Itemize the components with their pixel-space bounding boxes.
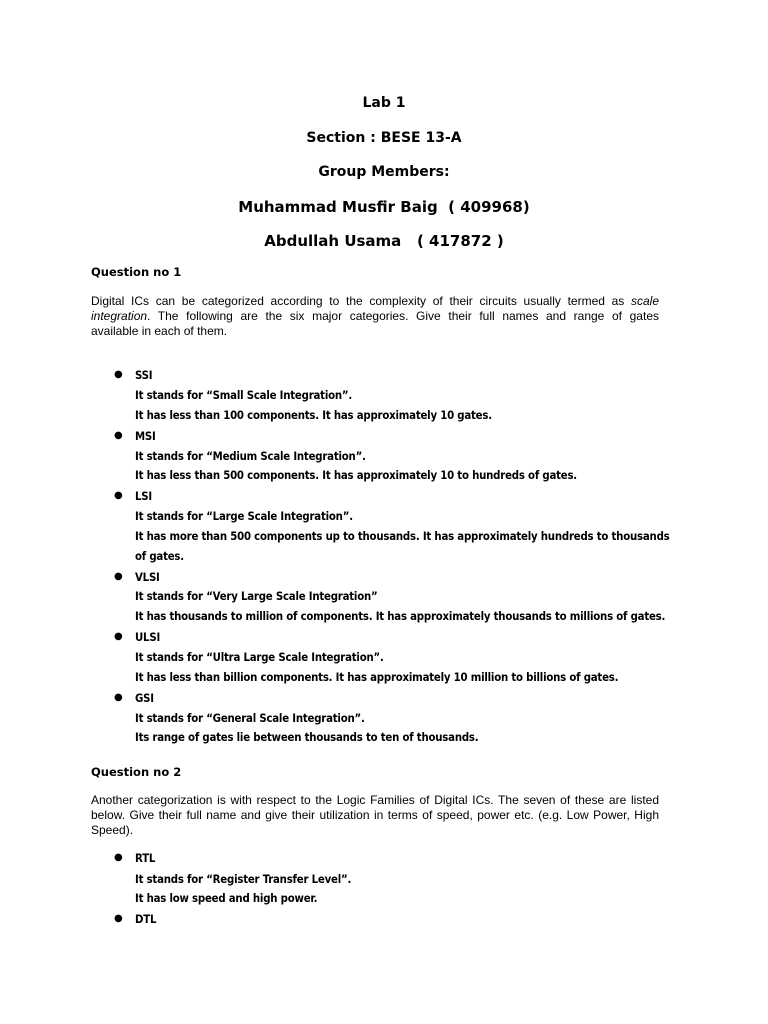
question-1-paragraph [91,294,659,339]
list-item-detail: Its range of gates lie between thousands to ten of thousands. [135,731,479,744]
list-item-abbr: LSI [135,490,152,503]
section-line: Section : BESE 13-A [306,130,462,146]
document-page: Lab 1 Section : BESE 13-A Group Members: Muhammad Musfir Baig ( 409968) Abdullah Usama ( 417872 ) Question no 1 Digital ICs can be categorized according to the complexity of their circuits usually termed as scale integration. The following are the six major categories. Give their full names and range of gates available in each of them. ● SSI It stands for “Small Scale Integration”. It has less than 100 components. It has approximately 10 gates. ● MSI It stands for “Medium Scale Integration”. It has less than 500 components. It has approximately 10 to hundreds of gates. ● LSI It stands for “Large Scale Integration”. It has more than 500 components up to thousands. It has approximately hundreds to thousands of gates. ● VLSI It stands for “Very Large Scale Integration” It has thousands to million of components. It has approximately thousands to millions of gates. ● ULSI It stands for “Ultra Large Scale Integration”. It has less than billion components. It has approximately 10 million to billions of gates. ● GSI It stands for “General Scale Integration”. Its range of gates lie between thousands to ten of thousands. Question no 2 Another categorization is with respect to the Logic Families of Digital ICs. The seven of these are listed below. Give their full name and give their utilization in terms of speed, power etc. (e.g. Low Power, High Speed). ● RTL It stands for “Register Transfer Level”. It has low speed and high power. ● DTL [0,0,768,1024]
list-item-abbr: SSI [135,369,153,382]
paragraph-line: Digital ICs can be categorized according to the complexity of their circuits usually termed as scale [91,294,659,308]
paragraph-line: below. Give their full name and give their utilization in terms of speed, power etc. (e.g. Low Power, High [91,808,659,822]
emphasis-text: scale [630,294,659,308]
list-item-abbr: DTL [135,913,157,926]
list-item-detail: It has more than 500 components up to thousands. It has approximately hundreds to thousands [135,530,670,543]
list-item-detail: It has thousands to million of components. It has approximately thousands to millions of gates. [135,610,666,623]
group-members-label: Group Members: [318,164,450,180]
list-item-detail: It has less than billion components. It has approximately 10 million to billions of gates. [135,671,619,684]
list-item-stands: It stands for “Ultra Large Scale Integration”. [135,651,384,664]
list-item-stands: It stands for “Large Scale Integration”. [135,510,353,523]
list-item-stands: It stands for “Medium Scale Integration”. [135,450,366,463]
list-item-detail: It has less than 100 components. It has approximately 10 gates. [135,409,492,422]
list-item-detail: of gates. [135,550,184,563]
question-2-paragraph [91,793,659,838]
question-1-title: Question no 1 [91,265,182,279]
list-item-stands: It stands for “Very Large Scale Integration” [135,590,378,603]
member-name-1: Muhammad Musfir Baig ( 409968) [238,198,530,216]
paragraph-line: Another categorization is with respect to the Logic Families of Digital ICs. The seven of these are listed [91,793,659,807]
paragraph-line: integration. The following are the six major categories. Give their full names and range of gates [91,309,659,323]
question-2-title: Question no 2 [91,765,182,779]
lab-title: Lab 1 [362,95,406,111]
list-item-detail: It has less than 500 components. It has approximately 10 to hundreds of gates. [135,469,577,482]
list-item-abbr: GSI [135,692,154,705]
list-item-abbr: ULSI [135,631,161,644]
list-item-detail: It has low speed and high power. [135,892,318,905]
member-name-2: Abdullah Usama ( 417872 ) [264,232,504,250]
list-item-abbr: VLSI [135,571,160,584]
paragraph-line: available in each of them. [91,324,228,338]
paragraph-line: Speed). [91,823,134,837]
emphasis-text: integration [91,309,148,323]
list-item-stands: It stands for “General Scale Integration”. [135,712,365,725]
list-item-stands: It stands for “Small Scale Integration”. [135,389,353,402]
list-item-abbr: RTL [135,852,156,865]
list-item-abbr: MSI [135,430,156,443]
list-item-stands: It stands for “Register Transfer Level”. [135,873,352,886]
